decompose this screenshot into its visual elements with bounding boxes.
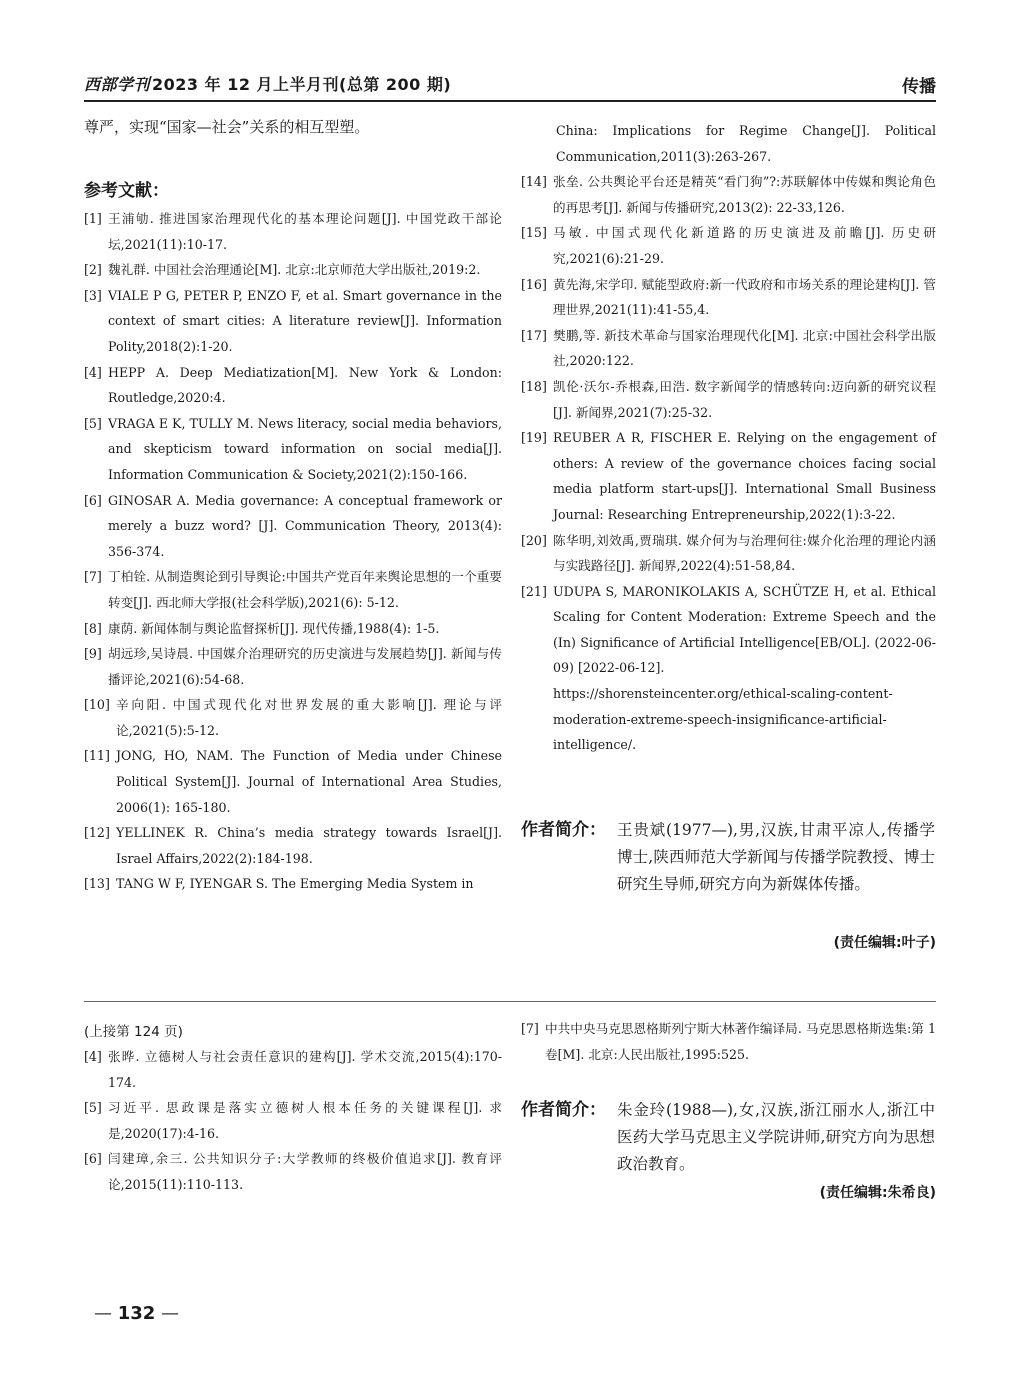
- reference-text: 凯伦·沃尔-乔根森,田浩. 数字新闻学的情感转向:迈向新的研究议程[J]. 新闻界,2021(7):25-32.: [553, 378, 936, 420]
- author-bio-1: [521, 817, 936, 927]
- references2-right-column: [521, 1016, 936, 1067]
- reference-number: [6]: [84, 1151, 102, 1167]
- continued-from-note: (上接第 124 页): [84, 1024, 183, 1040]
- reference-text: 魏礼群. 中国社会治理通论[M]. 北京:北京师范大学出版社,2019:2.: [108, 262, 481, 278]
- reference-item: [521, 425, 936, 527]
- editor-credit-1: (责任编辑:叶子): [833, 935, 936, 951]
- reference-item: [84, 871, 502, 897]
- reference-item: [84, 743, 502, 820]
- reference-text: 马敏. 中国式现代化新道路的历史演进及前瞻[J]. 历史研究,2021(6):21-29.: [553, 225, 936, 266]
- reference-number: [4]: [84, 1049, 102, 1064]
- reference-text: JONG, HO, NAM. The Function of Media under Chinese Political System[J]. Journal of International Area Studies, 2006(1): 165-180.: [116, 748, 502, 815]
- reference-number: [5]: [84, 1100, 102, 1116]
- reference-number: [16]: [521, 276, 547, 292]
- reference-text: 樊鹏,等. 新技术革命与国家治理现代化[M]. 北京:中国社会科学出版社,2020:122.: [553, 327, 936, 369]
- reference-item: [84, 360, 502, 411]
- reference-item: [521, 220, 936, 271]
- reference-text: HEPP A. Deep Mediatization[M]. New York & London: Routledge,2020:4.: [108, 364, 502, 406]
- reference-number: [18]: [521, 378, 547, 394]
- references-right-list: [521, 169, 936, 758]
- reference-number: [6]: [84, 492, 102, 508]
- journal-logo: 西部学刊: [84, 75, 151, 94]
- reference-item: [521, 323, 936, 374]
- page-number: [94, 1303, 179, 1324]
- reference-item: [84, 820, 502, 871]
- reference-text: China: Implications for Regime Change[J]. Political Communication,2011(3):263-267.: [556, 123, 936, 164]
- reference-item: [84, 1044, 502, 1095]
- reference-item: [521, 272, 936, 323]
- reference-continuation: [521, 118, 936, 169]
- reference-text: GINOSAR A. Media governance: A conceptual framework or merely a buzz word? [J]. Communication Theory, 2013(4): 356-374.: [108, 492, 502, 559]
- reference-number: [21]: [521, 583, 547, 599]
- section-divider: [84, 1001, 936, 1002]
- reference-item: [84, 564, 502, 615]
- reference-number: [8]: [84, 620, 102, 636]
- page-number-dash-left: —: [94, 1303, 118, 1324]
- reference-text: 张垒. 公共舆论平台还是精英“看门狗”?:苏联解体中传媒和舆论角色的再思考[J]. 新闻与传播研究,2013(2): 22-33,126.: [553, 174, 936, 215]
- reference-text: 张晔. 立德树人与社会责任意识的建构[J]. 学术交流,2015(4):170-174.: [108, 1049, 502, 1090]
- reference-number: [7]: [84, 569, 102, 585]
- reference-text: YELLINEK R. China’s media strategy towards Israel[J]. Israel Affairs,2022(2):184-198.: [116, 825, 502, 866]
- reference-number: [5]: [84, 415, 102, 431]
- reference-number: [2]: [84, 262, 102, 278]
- reference-number: [4]: [84, 364, 102, 380]
- reference-number: [10]: [84, 697, 110, 713]
- reference-url[interactable]: https://shorensteincenter.org/ethical-scaling-content-moderation-extreme-speech-insignificance-artificial-intelligence/.: [553, 686, 893, 753]
- reference-number: [7]: [521, 1021, 539, 1036]
- references-left-column: [84, 206, 502, 897]
- reference-text: VIALE P G, PETER P, ENZO F, et al. Smart governance in the context of smart cities: A literature review[J]. Information Polity,2018(2):1-20.: [108, 287, 502, 354]
- reference-item: [84, 616, 502, 642]
- reference-text: UDUPA S, MARONIKOLAKIS A, SCHÜTZE H, et al. Ethical Scaling for Content Moderation: Extreme Speech and the (In) Significance of Artificial Intelligence[EB/OL]. (2022-06-09) [2022-06-12].: [553, 583, 936, 676]
- reference-text: TANG W F, IYENGAR S. The Emerging Media System in: [116, 876, 474, 892]
- reference-item: [84, 1095, 502, 1146]
- reference-text: 丁柏铨. 从制造舆论到引导舆论:中国共产党百年来舆论思想的一个重要转变[J]. 西北师大学报(社会科学版),2021(6): 5-12.: [108, 569, 502, 610]
- author-bio-text: 朱金玲(1988—),女,汉族,浙江丽水人,浙江中医药大学马克思主义学院讲师,研究方向为思想政治教育。: [617, 1101, 935, 1173]
- header-divider: [84, 100, 936, 102]
- reference-text: 闫建璋,余三. 公共知识分子:大学教师的终极价值追求[J]. 教育评论,2015(11):110-113.: [108, 1151, 502, 1192]
- author-bio-label: 作者简介：: [521, 820, 606, 840]
- reference-number: [1]: [84, 211, 102, 226]
- section-name: 传播: [902, 77, 936, 97]
- author-bio-2: [521, 1097, 936, 1187]
- reference-item: [84, 411, 502, 488]
- page-number-value: 132: [117, 1303, 156, 1324]
- author-bio-label: 作者简介：: [521, 1100, 606, 1120]
- reference-item: [84, 283, 502, 360]
- reference-item: [521, 1016, 936, 1067]
- reference-number: [19]: [521, 430, 547, 446]
- journal-title: [84, 72, 451, 95]
- reference-item: [84, 692, 502, 743]
- reference-text: 黄先海,宋学印. 赋能型政府:新一代政府和市场关系的理论建构[J]. 管理世界,2021(11):41-55,4.: [553, 276, 936, 318]
- reference-number: [17]: [521, 327, 547, 343]
- reference-item: [84, 1146, 502, 1197]
- reference-item: [521, 169, 936, 220]
- reference-number: [13]: [84, 876, 110, 892]
- reference-item: [84, 641, 502, 692]
- reference-item: [521, 528, 936, 579]
- reference-text: 习近平. 思政课是落实立德树人根本任务的关键课程[J]. 求是,2020(17):4-16.: [108, 1100, 502, 1141]
- editor-credit-2: (责任编辑:朱希良): [819, 1185, 936, 1201]
- references2-left-column: [84, 1044, 502, 1198]
- references-heading: 参考文献：: [84, 181, 169, 201]
- page-header: [84, 70, 936, 100]
- reference-number: [15]: [521, 225, 547, 241]
- reference-text: 胡远珍,吴诗晨. 中国媒介治理研究的历史演进与发展趋势[J]. 新闻与传播评论,2021(6):54-68.: [108, 646, 502, 687]
- reference-number: [9]: [84, 646, 102, 662]
- reference-item: [521, 374, 936, 425]
- reference-text: VRAGA E K, TULLY M. News literacy, social media behaviors, and skepticism toward information on social media[J]. Information Communication & Society,2021(2):150-166.: [108, 415, 502, 482]
- reference-item: [84, 206, 502, 257]
- reference-number: [20]: [521, 532, 547, 548]
- reference-text: 中共中央马克思恩格斯列宁斯大林著作编译局. 马克思恩格斯选集:第 1 卷[M]. 北京:人民出版社,1995:525.: [545, 1021, 936, 1062]
- reference-text: 康荫. 新闻体制与舆论监督探析[J]. 现代传播,1988(4): 1-5.: [108, 620, 440, 636]
- reference-text: 陈华明,刘效禹,贾瑞琪. 媒介何为与治理何往:媒介化治理的理论内涵与实践路径[J]. 新闻界,2022(4):51-58,84.: [553, 532, 936, 574]
- reference-number: [14]: [521, 174, 547, 190]
- reference-text: REUBER A R, FISCHER E. Relying on the engagement of others: A review of the governance choices facing social media platform start-ups[J]. International Small Business Journal: Researching Entrepreneurship,2022(1):3-22.: [553, 430, 936, 522]
- reference-item: [84, 257, 502, 283]
- reference-item: [521, 579, 936, 758]
- author-bio-text: 王贵斌(1977—),男,汉族,甘肃平凉人,传播学博士,陕西师范大学新闻与传播学院教授、博士研究生导师,研究方向为新媒体传播。: [617, 821, 935, 893]
- lead-text: 尊严，实现“国家—社会”关系的相互型塑。: [84, 118, 370, 136]
- reference-number: [3]: [84, 287, 102, 303]
- page-number-dash-right: —: [155, 1303, 180, 1324]
- reference-item: [84, 488, 502, 565]
- reference-number: [12]: [84, 825, 110, 841]
- journal-issue: 2023 年 12 月上半月刊(总第 200 期): [152, 75, 452, 94]
- reference-text: 辛向阳. 中国式现代化对世界发展的重大影响[J]. 理论与评论,2021(5):5-12.: [116, 697, 502, 738]
- reference-text: 王浦劬. 推进国家治理现代化的基本理论问题[J]. 中国党政干部论坛,2021(11):10-17.: [108, 211, 502, 252]
- reference-number: [11]: [84, 748, 110, 764]
- references-right-column: [521, 118, 936, 758]
